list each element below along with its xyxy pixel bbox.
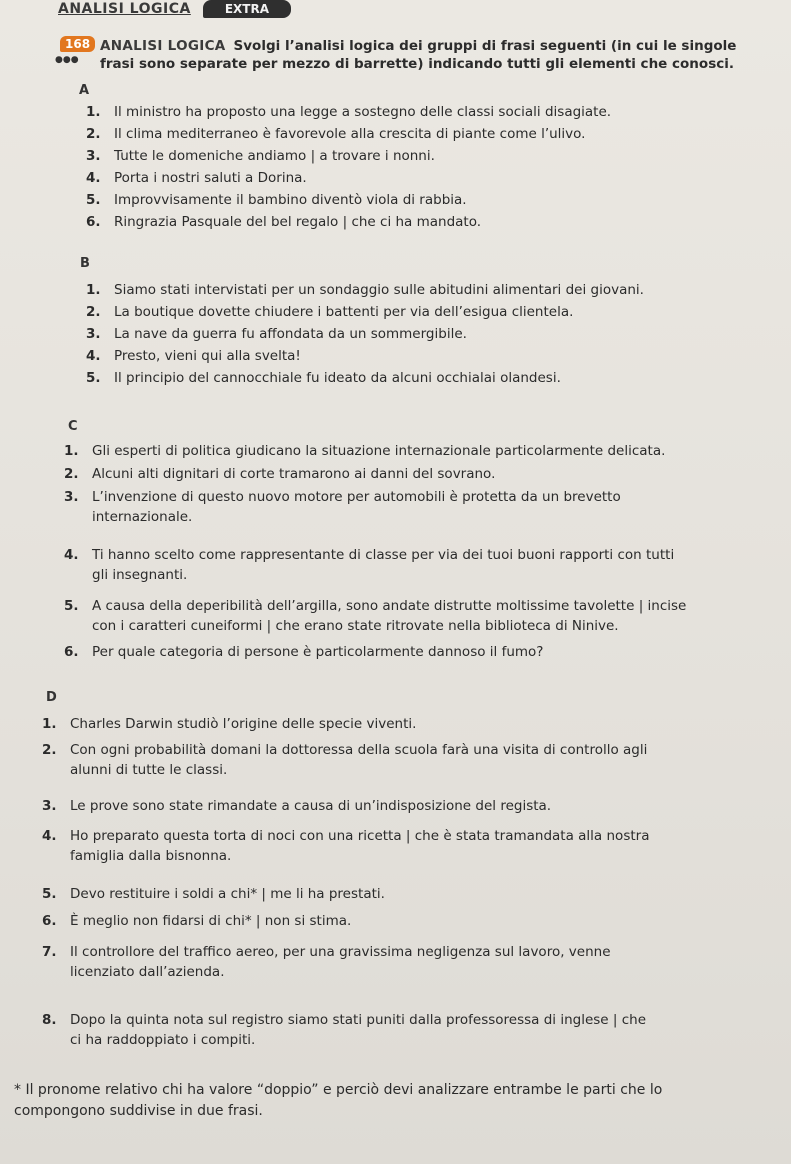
list-item: 1. Charles Darwin studiò l’origine delle specie viventi. — [42, 716, 417, 732]
page-header — [58, 0, 291, 18]
list-item: 5. Improvvisamente il bambino diventò viola di rabbia. — [86, 192, 467, 208]
footnote-line-2: compongono suddivise in due frasi. — [14, 1103, 263, 1119]
list-item: 3. Tutte le domeniche andiamo | a trovare i nonni. — [86, 148, 435, 164]
list-item: 1. Siamo stati intervistati per un sondaggio sulle abitudini alimentari dei giovani. — [86, 282, 644, 298]
list-item: 2. Con ogni probabilità domani la dottoressa della scuola farà una visita di controllo agli alunni di tutte le classi. — [42, 742, 648, 778]
list-item: 5. Il principio del cannocchiale fu ideato da alcuni occhialai olandesi. — [86, 370, 561, 386]
instruction-line-2: frasi sono separate per mezzo di barrette) indicando tutti gli elementi che conosci. — [100, 56, 734, 72]
section-letter-d: D — [46, 690, 57, 705]
section-letter-c: C — [68, 419, 78, 434]
extra-badge: EXTRA — [203, 0, 291, 18]
list-item: 2. Alcuni alti dignitari di corte tramarono ai danni del sovrano. — [64, 466, 496, 482]
list-item: 4. Ho preparato questa torta di noci con una ricetta | che è stata tramandata alla nostra famiglia dalla bisnonna. — [42, 828, 650, 864]
list-item: 6. Ringrazia Pasquale del bel regalo | che ci ha mandato. — [86, 214, 482, 230]
list-item: 6. È meglio non fidarsi di chi* | non si stima. — [42, 913, 352, 929]
list-item: 4. Presto, vieni qui alla svelta! — [86, 348, 301, 364]
list-item: 1. Il ministro ha proposto una legge a sostegno delle classi sociali disagiate. — [86, 104, 612, 120]
list-item: 3. L’invenzione di questo nuovo motore per automobili è protetta da un brevetto internazionale. — [64, 489, 621, 525]
list-item: 1. Gli esperti di politica giudicano la situazione internazionale particolarmente delicata. — [64, 443, 666, 459]
exercise-rubric: ANALISI LOGICA — [100, 38, 226, 54]
instruction-line-1: Svolgi l’analisi logica dei gruppi di frasi seguenti (in cui le singole — [233, 38, 737, 54]
difficulty-dots: ●●● — [55, 55, 79, 65]
footnote-line-1: * Il pronome relativo chi ha valore “doppio” e perciò devi analizzare entrambe le parti che lo — [14, 1082, 663, 1098]
list-item: 6. Per quale categoria di persone è particolarmente dannoso il fumo? — [64, 644, 544, 660]
list-item: 7. Il controllore del traffico aereo, per una gravissima negligenza sul lavoro, venne licenziato dall’azienda. — [42, 944, 611, 980]
list-item: 4. Porta i nostri saluti a Dorina. — [86, 170, 307, 186]
list-item: 5. A causa della deperibilità dell’argilla, sono andate distrutte moltissime tavolette | incise con i caratteri cuneiformi | che erano state ritrovate nella biblioteca di Ninive. — [64, 598, 687, 634]
list-item: 3. La nave da guerra fu affondata da un sommergibile. — [86, 326, 467, 342]
list-item: 5. Devo restituire i soldi a chi* | me li ha prestati. — [42, 886, 385, 902]
section-letter-b: B — [80, 256, 90, 271]
list-item: 4. Ti hanno scelto come rappresentante di classe per via dei tuoi buoni rapporti con tutti gli insegnanti. — [64, 547, 675, 583]
list-item: 3. Le prove sono state rimandate a causa di un’indisposizione del regista. — [42, 798, 552, 814]
exercise-instructions — [100, 37, 760, 73]
list-item: 2. La boutique dovette chiudere i battenti per via dell’esigua clientela. — [86, 304, 574, 320]
header-title: ANALISI LOGICA — [58, 1, 191, 17]
list-item: 2. Il clima mediterraneo è favorevole alla crescita di piante come l’ulivo. — [86, 126, 586, 142]
exercise-number-badge: 168 — [60, 36, 95, 52]
footnote — [14, 1080, 784, 1122]
list-item: 8. Dopo la quinta nota sul registro siamo stati puniti dalla professoressa di inglese | che ci ha raddoppiato i compiti. — [42, 1012, 647, 1048]
section-letter-a: A — [79, 83, 90, 98]
